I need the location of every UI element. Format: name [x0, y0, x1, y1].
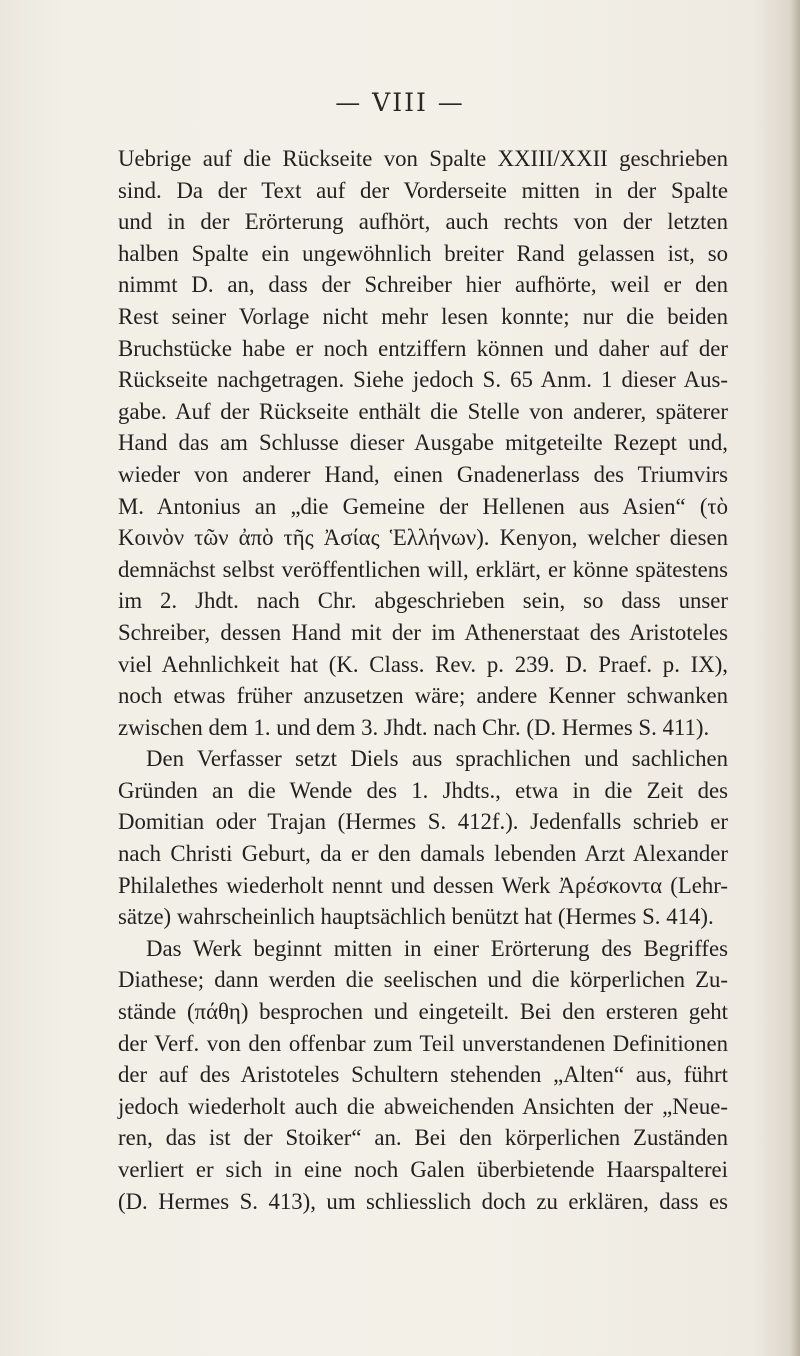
- text-line: und in der Erörterung aufhört, auch rechts von der letzten: [118, 209, 728, 235]
- text-line: Rest seiner Vorlage nicht mehr lesen konnte; nur die beiden: [118, 303, 728, 329]
- text-line: Rückseite nachgetragen. Siehe jedoch S. 65 Anm. 1 dieser Aus-: [118, 367, 728, 393]
- text-line: Hand das am Schlusse dieser Ausgabe mitgeteilte Rezept und,: [118, 430, 728, 456]
- text-line: Bruchstücke habe er noch entziffern können und daher auf der: [118, 335, 728, 361]
- text-line: Das Werk beginnt mitten in einer Erörterung des Begriffes: [146, 935, 728, 961]
- text-line: der Verf. von den offenbar zum Teil unverstandenen Definitionen: [118, 1030, 728, 1056]
- text-line: Gründen an die Wende des 1. Jhdts., etwa in die Zeit des: [118, 777, 728, 803]
- running-head-page-number: — VIII —: [335, 88, 465, 117]
- text-line: nach Christi Geburt, da er den damals lebenden Arzt Alexander: [118, 841, 728, 867]
- text-line: ren, das ist der Stoiker“ an. Bei den körperlichen Zuständen: [118, 1125, 728, 1151]
- text-line: Den Verfasser setzt Diels aus sprachlichen und sachlichen: [146, 746, 728, 772]
- text-line: demnächst selbst veröffentlichen will, erklärt, er könne spätestens: [118, 556, 728, 582]
- text-line: viel Aehnlichkeit hat (K. Class. Rev. p. 239. D. Praef. p. IX),: [118, 651, 728, 677]
- text-line: Domitian oder Trajan (Hermes S. 412f.). Jedenfalls schrieb er: [118, 809, 728, 835]
- text-line: stände (πάθη) besprochen und eingeteilt. Bei den ersteren geht: [118, 999, 728, 1025]
- text-line: sätze) wahrscheinlich hauptsächlich benützt hat (Hermes S. 414).: [118, 904, 714, 930]
- text-line: der auf des Aristoteles Schultern stehenden „Alten“ aus, führt: [118, 1062, 728, 1088]
- text-line: Diathese; dann werden die seelischen und die körperlichen Zu-: [118, 967, 728, 993]
- text-line: Uebrige auf die Rückseite von Spalte XXIII/XXII geschrieben: [118, 146, 728, 171]
- text-line: im 2. Jhdt. nach Chr. abgeschrieben sein, so dass unser: [118, 588, 728, 614]
- text-line: (D. Hermes S. 413), um schliesslich doch zu erklären, dass es: [118, 1188, 728, 1214]
- text-line: sind. Da der Text auf der Vorderseite mitten in der Spalte: [118, 177, 728, 203]
- text-line: halben Spalte ein ungewöhnlich breiter Rand gelassen ist, so: [118, 240, 728, 266]
- text-line: Κοινὸν τῶν ἀπὸ τῆς Ἀσίας Ἑλλήνων). Kenyon, welcher diesen: [118, 525, 728, 551]
- text-line: Schreiber, dessen Hand mit der im Athenerstaat des Aristoteles: [118, 619, 728, 645]
- text-line: nimmt D. an, dass der Schreiber hier aufhörte, weil er den: [118, 272, 728, 298]
- text-line: wieder von anderer Hand, einen Gnadenerlass des Triumvirs: [118, 461, 728, 487]
- text-line: zwischen dem 1. und dem 3. Jhdt. nach Chr. (D. Hermes S. 411).: [118, 714, 710, 740]
- text-line: Philalethes wiederholt nennt und dessen Werk Ἀρέσκοντα (Lehr-: [118, 872, 728, 898]
- text-line: jedoch wiederholt auch die abweichenden Ansichten der „Neue-: [118, 1093, 728, 1119]
- text-line: verliert er sich in eine noch Galen überbietende Haarspalterei: [118, 1157, 728, 1182]
- text-line: M. Antonius an „die Gemeine der Hellenen aus Asien“ (τὸ: [118, 493, 728, 519]
- text-line: noch etwas früher anzusetzen wäre; andere Kenner schwanken: [118, 683, 728, 709]
- text-line: gabe. Auf der Rückseite enthält die Stelle von anderer, späterer: [118, 398, 728, 424]
- page-edge-shadow: [790, 0, 800, 1356]
- body-text: [118, 143, 728, 1217]
